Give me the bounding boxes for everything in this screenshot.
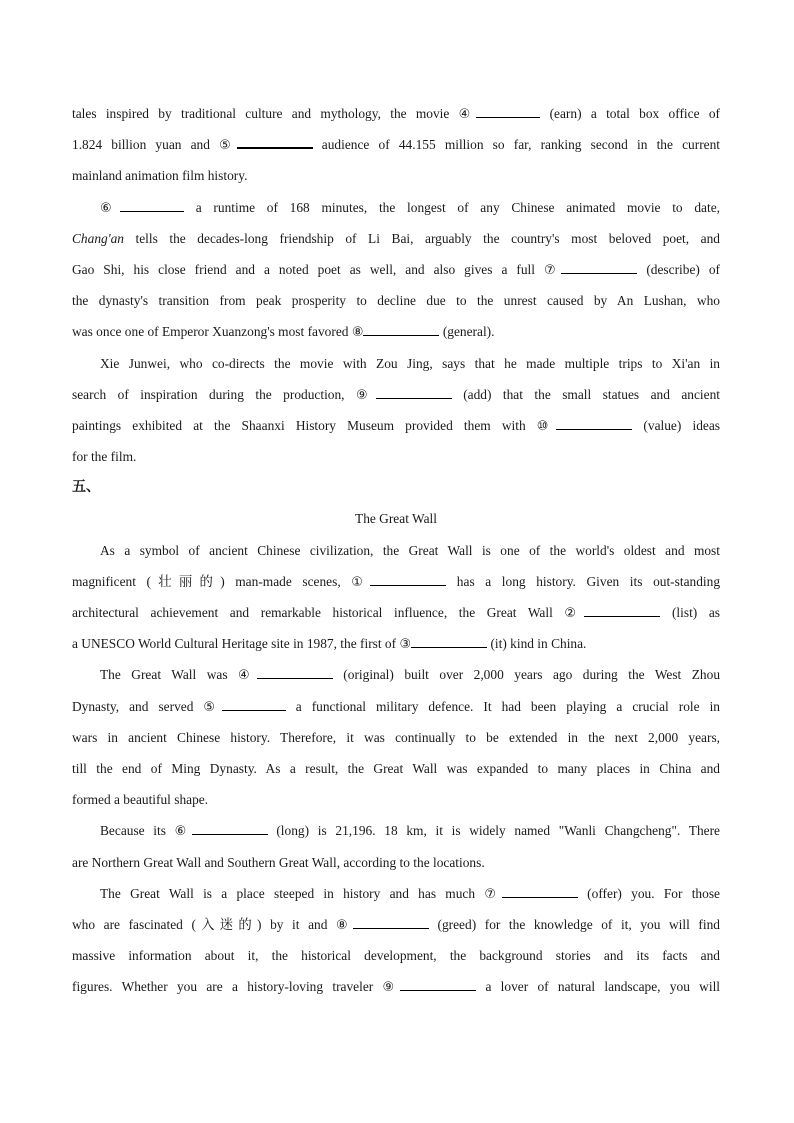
passage-title: The Great Wall [355, 511, 437, 527]
text: (describe) of [637, 261, 720, 277]
passage-line [72, 285, 720, 316]
answer-blank[interactable] [502, 882, 578, 898]
passage-line [72, 410, 720, 441]
blank-number: ③ [399, 637, 412, 653]
text: mainland animation film history. [72, 168, 248, 184]
text: As a symbol of ancient Chinese civilization, the Great Wall is one of the world's oldest and most [100, 542, 720, 558]
blank-number: ⑥ [174, 824, 192, 840]
text: has a long history. Given its out-standing [446, 573, 721, 589]
text: Dynasty, and served [72, 698, 204, 714]
passage-line [72, 441, 720, 472]
text: The Great Wall was [100, 667, 239, 683]
passage-line [72, 254, 720, 285]
text: (earn) a total box office of [540, 106, 720, 121]
passage-line [72, 878, 720, 909]
answer-blank[interactable] [192, 819, 268, 835]
passage-line [72, 659, 720, 690]
answer-blank[interactable] [237, 132, 313, 149]
text: who are fascinated (入迷的) by it and [72, 916, 336, 932]
passage-line [72, 566, 720, 597]
text: for the film. [72, 449, 137, 465]
text: a runtime of 168 minutes, the longest of any Chinese animated movie to date, [184, 199, 720, 215]
text: Gao Shi, his close friend and a noted poet as well, and also gives a full [72, 261, 544, 277]
passage-line [72, 98, 720, 129]
text: (it) kind in China. [487, 636, 587, 652]
answer-blank[interactable] [584, 601, 660, 617]
answer-blank[interactable] [556, 414, 632, 430]
answer-blank[interactable] [353, 913, 429, 929]
blank-number: ⑥ [100, 200, 121, 216]
text: are Northern Great Wall and Southern Great Wall, according to the locations. [72, 854, 485, 870]
text: magnificent (壮丽的) man-made scenes, [72, 573, 352, 589]
blank-number: ⑨ [382, 980, 401, 996]
text: (general). [439, 324, 495, 340]
answer-blank[interactable] [257, 663, 333, 679]
answer-blank[interactable] [376, 383, 452, 399]
text: (add) that the small statues and ancient [451, 386, 721, 402]
blank-number: ① [351, 574, 371, 590]
passage-line [72, 316, 720, 347]
movie-title: Chang'an [72, 230, 124, 246]
passage-line [72, 691, 720, 722]
text: a UNESCO World Cultural Heritage site in 1987, the first of [72, 636, 400, 652]
text: a lover of natural landscape, you will [476, 979, 721, 995]
answer-blank[interactable] [561, 258, 637, 274]
blank-number: ⑨ [355, 387, 376, 403]
blank-number: ② [564, 606, 585, 621]
passage-line [72, 847, 720, 878]
passage-line [72, 597, 720, 628]
text: figures. Whether you are a history-loving traveler [72, 979, 383, 995]
text: (original) built over 2,000 years ago during the West Zhou [332, 667, 721, 683]
passage-line [72, 722, 720, 753]
text: formed a beautiful shape. [72, 792, 209, 808]
passage-line [72, 348, 720, 379]
text: was once one of Emperor Xuanzong's most favored [72, 324, 352, 340]
blank-number: ⑧ [336, 917, 353, 933]
text: (value) ideas [632, 417, 720, 433]
passage-line [72, 192, 720, 223]
text: (list) as [660, 605, 721, 620]
passage-line [72, 160, 720, 191]
passage-line [72, 129, 720, 160]
passage-line [72, 971, 720, 1002]
text: (greed) for the knowledge of it, you will find [428, 916, 720, 932]
passage-line [72, 535, 720, 566]
text: till the end of Ming Dynasty. As a result, the Great Wall was expanded to many places in China and [72, 760, 720, 776]
text: The Great Wall is a place steeped in history and has much [100, 885, 485, 901]
blank-number: ⑤ [219, 138, 237, 154]
answer-blank[interactable] [411, 632, 487, 648]
text: a functional military defence. It had been playing a crucial role in [285, 698, 721, 714]
answer-blank[interactable] [120, 196, 184, 212]
answer-blank[interactable] [363, 320, 439, 336]
answer-blank[interactable] [222, 695, 286, 711]
text: tales inspired by traditional culture and mythology, the movie [72, 106, 459, 121]
text: massive information about it, the historical development, the background stories and its facts and [72, 948, 720, 964]
text: (long) is 21,196. 18 km, it is widely named "Wanli Changcheng". There [267, 823, 720, 839]
blank-number: ⑧ [351, 325, 364, 341]
document-page [72, 98, 720, 1002]
text: Xie Junwei, who co-directs the movie with Zou Jing, says that he made multiple trips to Xi'an in [100, 355, 720, 371]
passage-line [72, 940, 720, 971]
passage-line [72, 909, 720, 940]
text: the dynasty's transition from peak prosperity to decline due to the unrest caused by An Lushan, who [72, 293, 720, 309]
passage-line [72, 379, 720, 410]
text: search of inspiration during the production, [72, 386, 356, 402]
section-heading: 五、 [72, 479, 100, 496]
passage-line [72, 815, 720, 846]
answer-blank[interactable] [476, 102, 540, 118]
text: 1.824 billion yuan and [72, 137, 220, 153]
text: architectural achievement and remarkable historical influence, the Great Wall [72, 605, 565, 620]
blank-number: ⑦ [544, 262, 562, 278]
passage-line [72, 628, 720, 659]
passage-line [72, 784, 720, 815]
answer-blank[interactable] [370, 570, 446, 586]
answer-blank[interactable] [400, 975, 476, 991]
blank-number: ④ [238, 668, 257, 684]
text: paintings exhibited at the Shaanxi History Museum provided them with [72, 417, 537, 433]
blank-number: ⑩ [536, 418, 557, 434]
passage-line [72, 223, 720, 254]
text: Because its [100, 823, 175, 839]
text: (offer) you. For those [577, 885, 720, 901]
blank-number: ⑦ [484, 886, 502, 902]
blank-number: ④ [458, 107, 477, 122]
passage-line [72, 753, 720, 784]
text: audience of 44.155 million so far, ranking second in the current [312, 137, 721, 153]
blank-number: ⑤ [203, 699, 222, 715]
text: tells the decades-long friendship of Li Bai, arguably the country's most beloved poet, and [123, 230, 720, 246]
text: wars in ancient Chinese history. Therefore, it was continually to be extended in the next 2,000 years, [72, 729, 720, 745]
